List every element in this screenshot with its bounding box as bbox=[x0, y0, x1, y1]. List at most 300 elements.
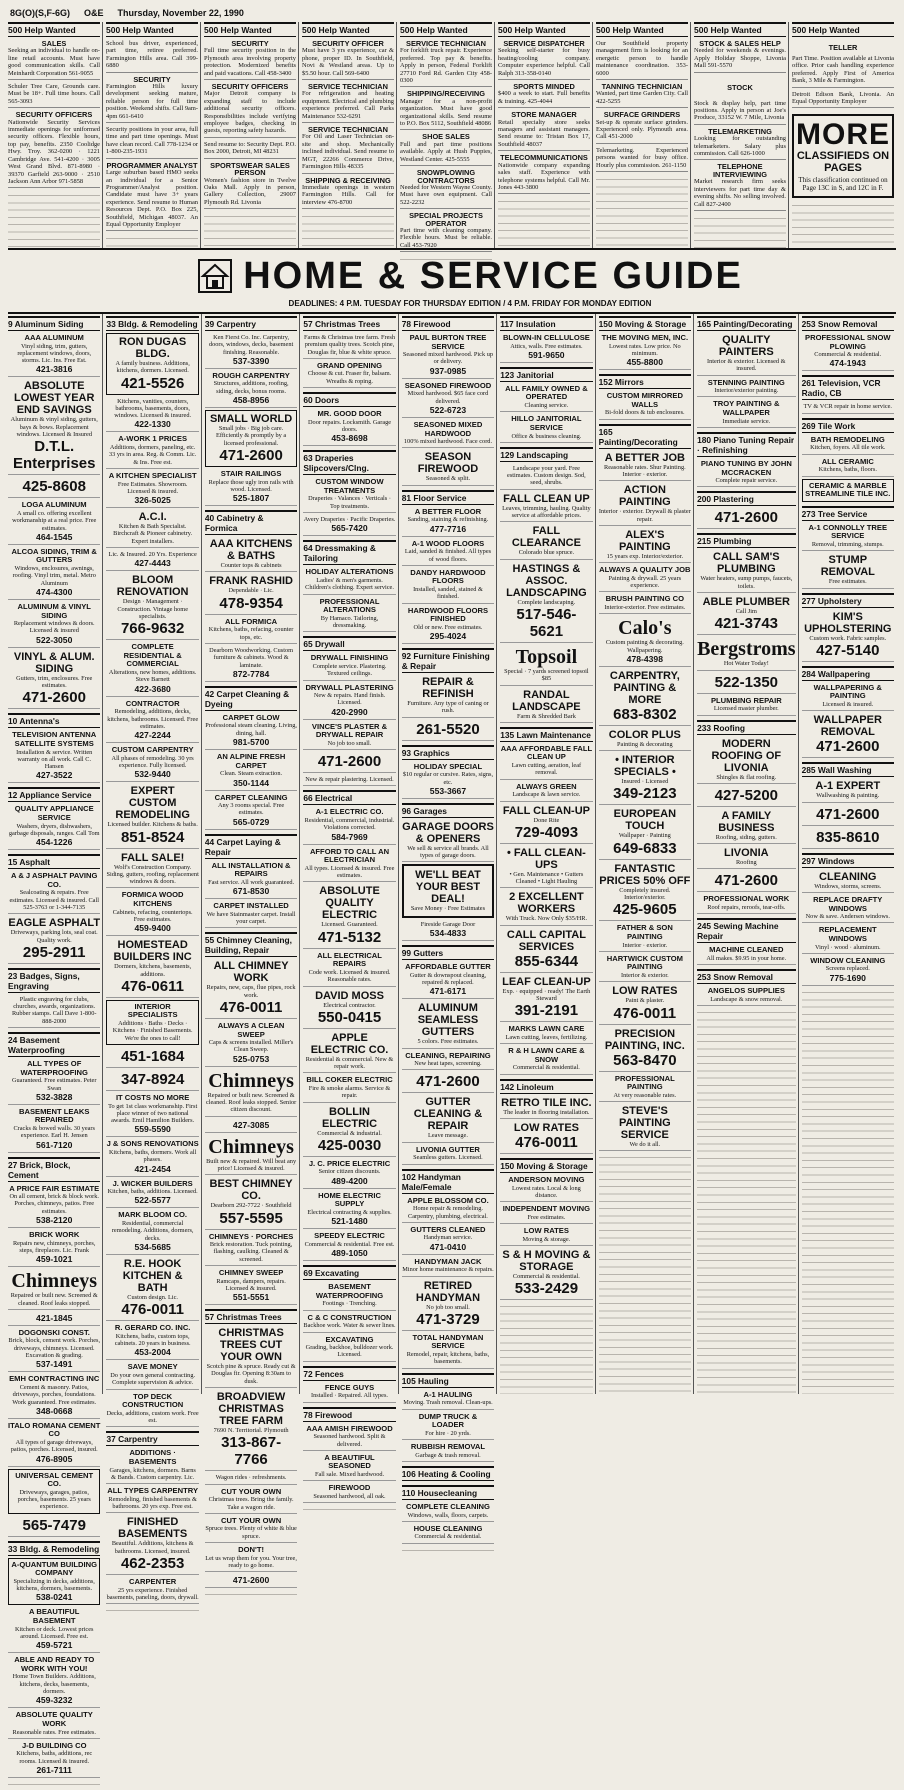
service-ad-name: CUT YOUR OWN bbox=[221, 1515, 282, 1525]
service-ad-body: Lowest rates. Low price. No minimum. bbox=[608, 342, 681, 357]
service-ad-body: Residential, commercial remodeling. Additions, dormers, decks. bbox=[111, 1220, 194, 1242]
category-heading: 57 Christmas Trees bbox=[205, 1309, 297, 1324]
service-ad-name: ABLE AND READY TO WORK WITH YOU! bbox=[14, 1655, 95, 1673]
service-ad bbox=[802, 870, 894, 893]
service-ad-body: Special · 7 yards screened topsoil $85 bbox=[504, 667, 589, 683]
ad-body: Full and part time positions available. Apply at Hush Puppies, Westland Center. 425-5555 bbox=[400, 140, 492, 163]
service-ad-body: Landscape your yard. Free estimates. Custom design. Sod, seed, shrubs. bbox=[507, 464, 586, 487]
category-heading: 63 Draperies Slipcovers/Clng. bbox=[303, 450, 395, 475]
service-ad bbox=[500, 1204, 592, 1224]
service-ad bbox=[106, 1362, 198, 1389]
service-ad bbox=[8, 995, 100, 1028]
column-fill-text bbox=[694, 214, 786, 248]
service-ad bbox=[205, 861, 297, 899]
service-ad-name: EXCAVATING bbox=[325, 1334, 374, 1344]
service-ad-phone: 421-3816 bbox=[36, 364, 73, 375]
service-ad-body: Door repairs. Locksmith. Garage doors. bbox=[308, 418, 392, 433]
service-ad bbox=[697, 550, 796, 593]
service-ad-name: DANDY HARDWOOD FLOORS bbox=[410, 567, 486, 586]
service-ad-name: THE MOVING MEN, INC. bbox=[601, 333, 689, 342]
service-ad-body: Water heaters, sump pumps, faucets, toilets. bbox=[700, 575, 793, 590]
service-ad-name: HOMESTEAD BUILDERS INC bbox=[113, 939, 192, 964]
category-heading: 284 Wallpapering bbox=[802, 666, 894, 681]
service-ad-name: AAA ALUMINUM bbox=[24, 333, 84, 342]
service-ad-name: BASEMENT WATERPROOFING bbox=[315, 1282, 384, 1300]
classified-ad bbox=[106, 162, 198, 232]
category-heading: 106 Heating & Cooling bbox=[402, 1466, 494, 1481]
service-ad bbox=[402, 1196, 494, 1223]
service-ad bbox=[8, 1328, 100, 1372]
service-ad-phone: 775-1690 bbox=[829, 972, 866, 983]
column-heading: 500 Help Wanted bbox=[400, 22, 492, 37]
service-ad-name: ALL CERAMIC bbox=[821, 456, 874, 466]
service-ad-body: Commercial & industrial. bbox=[317, 1129, 382, 1137]
ad-body: School bus driver, experienced, part time, retiree preferred. Farmington Hills area. Call 399-6880 bbox=[106, 40, 198, 70]
service-ad bbox=[303, 515, 395, 536]
service-ad-name: LEAF CLEAN-UP bbox=[502, 975, 591, 988]
service-ad bbox=[697, 986, 796, 1006]
service-ad-name: A-1 ELECTRIC CO. bbox=[315, 807, 384, 817]
service-ad-name: CLEANING bbox=[819, 870, 877, 883]
service-ad-phone: 427-5140 bbox=[816, 641, 880, 659]
service-ad-name: J & SONS RENOVATIONS bbox=[106, 1139, 199, 1149]
service-ad-phone: 471-6171 bbox=[429, 986, 467, 997]
service-ad-body: Painting & drywall. 25 years experience. bbox=[608, 574, 682, 590]
service-ad-name: ALL TYPES OF WATERPROOFING bbox=[20, 1059, 88, 1077]
service-ad-body: Ramcaps, dampers, repairs. Licensed & insured. bbox=[216, 1277, 286, 1292]
service-ad-body: Alterations, new homes, additions. Steve Barnett bbox=[108, 669, 197, 684]
service-ad bbox=[802, 479, 894, 502]
service-ad-body: Replace those ugly iron rails with wood. Licensed. bbox=[208, 478, 294, 493]
service-ad bbox=[802, 956, 894, 986]
service-ad-phone: 534-4833 bbox=[429, 928, 467, 939]
service-ad-name: SAVE MONEY bbox=[127, 1362, 178, 1372]
category-heading: 27 Brick, Block, Cement bbox=[8, 1157, 100, 1182]
guide-column bbox=[303, 314, 398, 1500]
service-ad bbox=[303, 884, 395, 948]
service-ad-body: Kitchens, baths, custom tops, cabinets. 20 years in business. bbox=[114, 1332, 191, 1348]
service-ad-body: Christmas trees. Bring the family. Take a wagon ride. bbox=[208, 1496, 294, 1511]
ad-body: For refrigeration and heating equipment. Electrical and plumbing experience preferred. Call Parks Maintenance 532-6291 bbox=[302, 90, 394, 120]
service-ad bbox=[205, 469, 297, 506]
service-ad-name: CUSTOM WINDOW TREATMENTS bbox=[315, 477, 384, 495]
service-ad-name: QUALITY PAINTERS bbox=[718, 334, 774, 358]
service-ad-phone: 459-5721 bbox=[36, 1640, 73, 1651]
service-ad-phone: 427-4443 bbox=[134, 558, 171, 569]
service-ad-body: Licensed. Guaranteed. bbox=[321, 921, 378, 929]
service-ad bbox=[802, 828, 894, 849]
ad-body: Seeking an individual to handle on-line retail accounts. Must have good communication skills. Call Meinhardt Corporation 561-9055 bbox=[8, 47, 100, 77]
service-ad bbox=[8, 1469, 100, 1514]
service-ad-body: Lawn cutting, aeration, leaf removal. bbox=[511, 762, 582, 777]
service-ad-body: Remodel, repair, kitchens, baths, basements. bbox=[406, 1351, 490, 1366]
service-ad-phone: 471-2600 bbox=[22, 689, 86, 707]
category-heading: 165 Painting/Decorating bbox=[599, 424, 691, 449]
service-ad bbox=[106, 890, 198, 936]
classified-ad bbox=[204, 141, 296, 159]
service-ad bbox=[303, 807, 395, 844]
service-ad-phone: 471-2600 bbox=[816, 805, 880, 823]
guide-column bbox=[697, 314, 799, 1394]
ad-title: SECURITY OFFICERS bbox=[15, 110, 93, 120]
service-ad-phone: 261-5520 bbox=[416, 720, 480, 738]
service-ad bbox=[402, 450, 494, 485]
service-ad-phone: 584-7969 bbox=[331, 831, 368, 842]
service-ad-name: A BEAUTIFUL BASEMENT bbox=[29, 1607, 80, 1626]
ad-body: Immediate openings in western Farmington Hills. Call for interview 476-8700 bbox=[302, 183, 394, 206]
service-ad-body: Landscape & lawn service. bbox=[512, 791, 581, 799]
service-ad bbox=[802, 435, 894, 455]
ad-body: Large suburban based HMO seeks an individual for a Senior Programmer/Analyst position. Candidate must have 3+ years experience. Send resume to Human Resources Dept. P.O. Box 225, Southfield, Michigan 48037. An Equal Opportunity Employer bbox=[106, 169, 198, 228]
service-ad bbox=[599, 984, 691, 1024]
service-ad-name: J. WICKER BUILDERS bbox=[112, 1178, 193, 1188]
service-ad-phone: 459-9400 bbox=[134, 923, 171, 934]
service-ad bbox=[106, 784, 198, 848]
service-ad-name: ALWAYS A QUALITY JOB bbox=[599, 565, 691, 575]
ad-body: Nationwide Security Services immediate openings for uniformed security officers. Flexible hours, top pay, benefits. 2350 Coolidge Hwy. Troy. 362-0200 · 1221 Cambridge Ave. 541-4200 · 3005 West Grand Blvd. 871-8980 · 39370 Garfield 263-9000 · 2510 Jackson Ann Arbor 971-5858 bbox=[8, 118, 100, 185]
service-ad-body: Farms & Christmas tree farm. Fresh premium quality trees. Scotch pine, Douglas fir, blue & white spruce. bbox=[304, 334, 395, 356]
service-ad-name: BEST CHIMNEY CO. bbox=[209, 1178, 293, 1203]
help-wanted-column bbox=[302, 22, 397, 248]
column-heading: 500 Help Wanted bbox=[596, 22, 688, 37]
service-ad-body: Free estimates. bbox=[527, 1213, 566, 1221]
service-ad bbox=[106, 1093, 198, 1137]
service-ad bbox=[402, 1051, 494, 1071]
service-ad-name: SEASONED FIREWOOD bbox=[404, 380, 492, 390]
service-ad-phone: 295-2911 bbox=[22, 943, 86, 961]
service-ad-name: GUTTER CLEANING & REPAIR bbox=[413, 1096, 483, 1133]
service-ad bbox=[8, 1558, 100, 1606]
service-ad-phone: 459-1021 bbox=[36, 1254, 73, 1265]
service-ad bbox=[599, 862, 691, 922]
category-heading: 81 Floor Service bbox=[402, 490, 494, 505]
service-ad-body: $10 regular or cursive. Rates, signs, etc. bbox=[402, 771, 494, 786]
service-ad-body: Windows, walls, floors, carpets. bbox=[407, 1511, 489, 1519]
ad-title: SECURITY OFFICERS bbox=[211, 82, 289, 92]
service-ad-name: REPLACEMENT WINDOWS bbox=[818, 925, 877, 943]
service-ad-body: Repaired or built new. Screened & cleaned. Roof leaks stopped. Senior citizen discount. bbox=[205, 1091, 297, 1114]
service-ad bbox=[500, 1175, 592, 1202]
service-ad-name: WE'LL BEAT YOUR BEST DEAL! bbox=[415, 869, 481, 906]
category-heading: 64 Dressmaking & Tailoring bbox=[303, 540, 395, 565]
service-ad-body: Removal, trimming, stumps. bbox=[811, 540, 884, 548]
service-ad-body: Custom painting & decorating. Wallpapering. bbox=[605, 639, 684, 654]
service-ad-name: RON DUGAS BLDG. bbox=[119, 336, 187, 360]
service-ad-name: SMALL WORLD bbox=[209, 413, 293, 426]
service-ad-body: Call Jim bbox=[735, 608, 757, 616]
service-ad-phone: 489-4200 bbox=[331, 1175, 368, 1186]
service-ad bbox=[402, 675, 494, 718]
service-ad bbox=[106, 1486, 198, 1513]
service-ad-body: Design · Management · Construction. Vintage home specialists. bbox=[117, 598, 188, 620]
service-ad-body: No job too small. bbox=[327, 739, 372, 747]
service-ad-name: A-WORK 1 PRICES bbox=[118, 434, 188, 444]
service-ad bbox=[599, 451, 691, 482]
service-ad-name: A KITCHEN SPECIALIST bbox=[108, 470, 197, 480]
service-ad bbox=[8, 379, 100, 475]
service-ad-name: AFFORDABLE GUTTER bbox=[405, 962, 491, 972]
service-ad-body: Leave message. bbox=[428, 1132, 468, 1140]
category-heading: 33 Bldg. & Remodeling bbox=[8, 1541, 100, 1556]
column-fill-text bbox=[204, 212, 296, 248]
service-ad-body: By Hamaco. Tailoring, dressmaking. bbox=[320, 614, 379, 630]
ad-body: Retail specialty store seeks managers and assistant managers. Send resume to: Tristan Box 17, Southfield 48037 bbox=[498, 118, 590, 148]
service-ad-phone: 422-3680 bbox=[134, 683, 171, 694]
service-ad bbox=[500, 804, 592, 844]
service-ad-body: Gutter & downspout cleaning, repaired & replaced. bbox=[409, 971, 487, 986]
service-ad-name: FALL CLEAN UP bbox=[503, 492, 590, 505]
service-ad-body: Done Rite bbox=[533, 816, 560, 824]
service-ad-body: Cement & masonry. Patios, driveways, porches, foundations. Work guaranteed. Free estimates. bbox=[12, 1383, 97, 1406]
service-ad-body: Built new & repaired. Will beat any price! Licensed & insured. bbox=[206, 1157, 297, 1172]
service-ad bbox=[303, 1453, 395, 1481]
category-heading: 285 Wall Washing bbox=[802, 762, 894, 777]
service-ad bbox=[697, 871, 796, 892]
service-ad bbox=[500, 1121, 592, 1154]
service-ad-name: FATHER & SON PAINTING bbox=[616, 923, 673, 941]
service-ad-phone: 348-0668 bbox=[36, 1405, 73, 1416]
service-ad-name: AAA AMISH FIREWOOD bbox=[306, 1423, 393, 1433]
service-ad bbox=[697, 846, 796, 869]
service-ad bbox=[205, 1516, 297, 1543]
service-ad-body: Interior & exterior. Licensed & insured. bbox=[707, 358, 786, 373]
service-ad bbox=[599, 391, 691, 419]
service-ad-name: BRUSH PAINTING CO bbox=[605, 594, 685, 604]
column-fill-text bbox=[106, 1606, 198, 1616]
service-ad bbox=[106, 1047, 198, 1068]
service-ad-name: CUSTOM CARPENTRY bbox=[111, 745, 194, 755]
service-ad bbox=[303, 989, 395, 1029]
ad-title: SURFACE GRINDERS bbox=[603, 110, 681, 120]
service-ad-name: ALL CHIMNEY WORK bbox=[213, 960, 289, 985]
service-ad-phone: 478-9354 bbox=[219, 594, 283, 612]
category-heading: 152 Mirrors bbox=[599, 374, 691, 389]
service-ad-name: Topsoil bbox=[515, 645, 578, 668]
ad-title: TELEMARKETING bbox=[708, 126, 772, 136]
category-heading: 99 Gutters bbox=[402, 945, 494, 960]
service-ad-phone: 421-5526 bbox=[120, 374, 185, 392]
guide-column bbox=[802, 314, 896, 1394]
service-ad-name: 2 EXCELLENT WORKERS bbox=[509, 891, 584, 916]
column-fill-text bbox=[8, 1780, 100, 1790]
service-ad-phone: 538-2120 bbox=[36, 1215, 73, 1226]
category-heading: 10 Antenna's bbox=[8, 713, 100, 728]
service-ad-name: A BEAUTIFUL SEASONED bbox=[324, 1452, 375, 1471]
service-ad-body: Let us wrap them for you. Your tree, ready to go home. bbox=[205, 1554, 297, 1569]
service-ad-body: Old or new. Free estimates. bbox=[413, 623, 483, 631]
classified-ad bbox=[204, 162, 296, 209]
guide-column bbox=[204, 314, 300, 1586]
service-ad-body: Kitchen, foyers. All tile work. bbox=[810, 444, 886, 452]
service-ad-body: Roofing bbox=[735, 859, 757, 867]
service-ad-body: Any 3 rooms special. Free estimates. bbox=[217, 802, 285, 817]
service-ad-body: Dearborn 292-7722 · Southfield bbox=[210, 1202, 292, 1210]
service-ad-name: TOP DECK CONSTRUCTION bbox=[122, 1391, 184, 1410]
service-ad-name: CARPET GLOW bbox=[222, 712, 280, 722]
column-fill-text bbox=[599, 1153, 691, 1394]
service-ad-body: Gutters, trim, enclosures. Free estimates. bbox=[16, 674, 93, 690]
service-ad-body: Fast service. All work guaranteed. bbox=[208, 878, 295, 886]
service-ad-body: Wallwashing & painting. bbox=[816, 792, 880, 800]
service-ad bbox=[500, 928, 592, 973]
service-ad-body: Kitchens, baths, refacing, counter tops, etc. bbox=[208, 626, 294, 641]
service-ad-name: TOTAL HANDYMAN SERVICE bbox=[412, 1332, 484, 1351]
service-ad bbox=[205, 901, 297, 928]
category-heading: 57 Christmas Trees bbox=[303, 316, 395, 331]
column-fill-text bbox=[802, 988, 894, 1394]
service-ad-phone: 474-4300 bbox=[36, 586, 73, 597]
service-ad-body: Grading, backhoe, bulldozer work. Licensed. bbox=[305, 1344, 394, 1359]
service-ad bbox=[8, 871, 100, 914]
service-ad-name: APPLE BLOSSOM CO. bbox=[407, 1195, 489, 1205]
ad-title: SERVICE TECHNICIAN bbox=[308, 125, 388, 135]
service-ad-phone: 462-2353 bbox=[120, 1554, 185, 1572]
service-ad bbox=[106, 573, 198, 640]
service-ad-body: Beautiful. Additions, kitchens & bathrooms. Licensed, insured. bbox=[111, 1540, 194, 1555]
service-ad-name: ROUGH CARPENTRY bbox=[212, 370, 290, 380]
service-ad-name: DAVID MOSS bbox=[315, 989, 384, 1002]
classified-ad bbox=[106, 76, 198, 123]
help-wanted-column bbox=[596, 22, 691, 248]
category-heading: 123 Janitorial bbox=[500, 367, 592, 382]
service-ad-name: BRICK WORK bbox=[29, 1230, 80, 1240]
service-ad-body: Residential & commercial. New & repair work. bbox=[305, 1055, 394, 1071]
service-ad-body: Professional steam cleaning. Living, dining, hall. bbox=[205, 722, 297, 737]
service-ad bbox=[599, 923, 691, 951]
service-ad-name: RUBBISH REMOVAL bbox=[410, 1442, 486, 1452]
service-ad-name: CARPENTRY, PAINTING & MORE bbox=[609, 669, 680, 706]
service-ad-name: ALL INSTALLATION & REPAIRS bbox=[211, 860, 291, 879]
service-ad-name: WALLPAPERING & PAINTING bbox=[813, 682, 882, 701]
help-wanted-column bbox=[792, 22, 896, 248]
column-fill-text bbox=[697, 1008, 796, 1394]
service-ad bbox=[106, 699, 198, 743]
help-wanted-column bbox=[8, 22, 103, 248]
service-ad-name: FRANK RASHID bbox=[209, 575, 293, 588]
ad-body: Our Southfield property management firm is looking for an energetic person to handle maintenance coordination. 353-6000 bbox=[596, 40, 688, 77]
service-ad-name: EMH CONTRACTING INC bbox=[9, 1374, 100, 1384]
service-ad bbox=[106, 642, 198, 696]
service-ad-body: Custom work. Fabric samples. bbox=[809, 634, 887, 642]
service-ad-name: GARAGE DOORS & OPENERS bbox=[402, 820, 494, 845]
service-ad-body: Windows, storms, screens. bbox=[814, 882, 882, 890]
classified-ad bbox=[596, 111, 688, 144]
category-heading: 200 Plastering bbox=[697, 491, 796, 506]
service-ad-phone: 347-8924 bbox=[120, 1070, 185, 1088]
service-ad-body: Save Money · Free Estimates bbox=[410, 905, 486, 913]
classified-ad bbox=[204, 83, 296, 138]
service-ad-name: PAUL BURTON TREE SERVICE bbox=[409, 333, 487, 351]
service-ad bbox=[402, 539, 494, 566]
service-ad-name: A-QUANTUM BUILDING COMPANY bbox=[11, 1559, 98, 1578]
service-ad-body: Vinyl · wood · aluminum. bbox=[815, 943, 881, 951]
classified-ad bbox=[596, 40, 688, 80]
service-ad-name: ANGELOS SUPPLIES bbox=[707, 986, 785, 996]
ad-body: Send resume to: Security Dept. P.O. Box 2000, Detroit, MI 48231 bbox=[204, 140, 296, 156]
service-guide-grid bbox=[8, 312, 896, 1775]
more-classifieds-box bbox=[792, 114, 894, 198]
service-ad bbox=[106, 333, 198, 395]
service-ad-name: ALL TYPES CARPENTRY bbox=[107, 1486, 199, 1496]
service-ad bbox=[303, 567, 395, 594]
category-heading: 165 Painting/Decorating bbox=[697, 316, 796, 331]
ad-body: For forklift truck repair. Experience preferred. Top pay & benefits. Apply in person, Federal Forklift 27710 Ford Rd. Garden City 458-0300 bbox=[400, 47, 492, 85]
service-ad bbox=[106, 397, 198, 433]
service-ad-body: New & repairs. Hand finish. Licensed. bbox=[313, 692, 386, 707]
service-ad-name: HOLIDAY ALTERATIONS bbox=[305, 567, 394, 577]
category-heading: 117 Insulation bbox=[500, 316, 592, 331]
classified-ad bbox=[498, 154, 590, 194]
service-ad-name: TROY PAINTING & WALLPAPER bbox=[713, 399, 780, 418]
service-ad-body: Screens replaced. bbox=[825, 965, 870, 973]
service-ad-name: RANDAL LANDSCAPE bbox=[512, 688, 581, 713]
service-ad-body: Repairs new, chimneys, porches, steps, fireplaces. Lic. Frank bbox=[12, 1239, 96, 1254]
service-ad-name: PIANO TUNING BY JOHN MCCRACKEN bbox=[700, 458, 792, 477]
service-ad-name: BATH REMODELING bbox=[810, 434, 885, 444]
service-ad bbox=[106, 471, 198, 508]
service-ad bbox=[303, 333, 395, 359]
service-ad-name: LIVONIA bbox=[724, 847, 769, 860]
service-ad bbox=[802, 333, 894, 371]
service-ad-phone: 471-2600 bbox=[317, 753, 382, 771]
service-ad-phone: 476-0011 bbox=[219, 998, 283, 1016]
service-ad-name: RETIRED HANDYMAN bbox=[415, 1279, 481, 1304]
service-ad-phone: 476-8905 bbox=[36, 1453, 73, 1464]
classified-ad bbox=[400, 212, 492, 252]
service-ad bbox=[106, 1179, 198, 1209]
ad-body: Needed for weekends & evenings. Apply Holiday Shoppe, Livonia Mall 591-5570 bbox=[694, 47, 786, 70]
folio-date: Thursday, November 22, 1990 bbox=[117, 8, 244, 18]
service-ad-name: REPLACE DRAFTY WINDOWS bbox=[813, 894, 883, 913]
service-ad-name: INTERIOR SPECIALISTS bbox=[127, 1001, 178, 1020]
service-ad-body: Sealcoating & repairs. Free estimates. Licensed & insured. Call 525-3763 or 1-344-7135 bbox=[9, 889, 99, 911]
service-ad-body: Kitchens, baths, floors. bbox=[818, 466, 877, 474]
service-ad-name: ACTION PAINTING bbox=[618, 484, 671, 509]
classified-ad bbox=[400, 90, 492, 130]
service-ad-phone: 454-1226 bbox=[36, 837, 73, 848]
service-ad-body: Moving & storage. bbox=[522, 1235, 571, 1243]
service-ad-body: Commercial & residential. Free est. bbox=[304, 1240, 395, 1248]
help-wanted-column bbox=[204, 22, 299, 248]
service-ad bbox=[106, 745, 198, 782]
classified-ad bbox=[204, 40, 296, 80]
service-ad-name: ABSOLUTE QUALITY WORK bbox=[15, 1710, 93, 1728]
service-ad-name: A-1 CONNOLLY TREE SERVICE bbox=[808, 522, 888, 541]
service-ad bbox=[106, 1139, 198, 1176]
service-ad-body: No job too small. bbox=[426, 1303, 470, 1311]
service-ad-body: Clean. Steam extraction. bbox=[220, 770, 283, 778]
service-ad-name: FENCE GUYS bbox=[324, 1382, 375, 1392]
ad-body: Farmington Hills luxury development seeking mature, reliable person for full time position. Weekend shifts. Call 9am-4pm 661-6410 bbox=[106, 83, 198, 120]
service-ad-phone: 391-2191 bbox=[514, 1002, 579, 1020]
service-ad bbox=[402, 1279, 494, 1331]
service-ad-body: Plastic engraving for clubs, churches, awards, organizations. Rubber stamps. Call Dave 1-800-888-2000 bbox=[11, 995, 97, 1025]
service-ad-phone: 537-3390 bbox=[232, 355, 270, 366]
service-ad-body: Lawn cutting, leaves, fertilizing. bbox=[505, 1033, 588, 1041]
service-ad bbox=[402, 420, 494, 448]
service-ad bbox=[205, 646, 297, 682]
folio-paper: O&E bbox=[84, 8, 104, 18]
service-ad bbox=[402, 762, 494, 799]
service-ad-name: HARDWOOD FLOORS FINISHED bbox=[407, 605, 489, 624]
service-ad bbox=[205, 537, 297, 572]
service-ad-name: HASTINGS & ASSOC. LANDSCAPING bbox=[506, 562, 587, 599]
column-heading: 500 Help Wanted bbox=[302, 22, 394, 37]
service-ad-phone: 525-0753 bbox=[232, 1053, 270, 1064]
service-ad-body: Brick restoration. Tuck pointing, flashing, caulking. Cleaned & screened. bbox=[209, 1241, 293, 1263]
service-ad-body: At very reasonable rates. bbox=[613, 1091, 677, 1099]
service-ad bbox=[8, 1230, 100, 1267]
